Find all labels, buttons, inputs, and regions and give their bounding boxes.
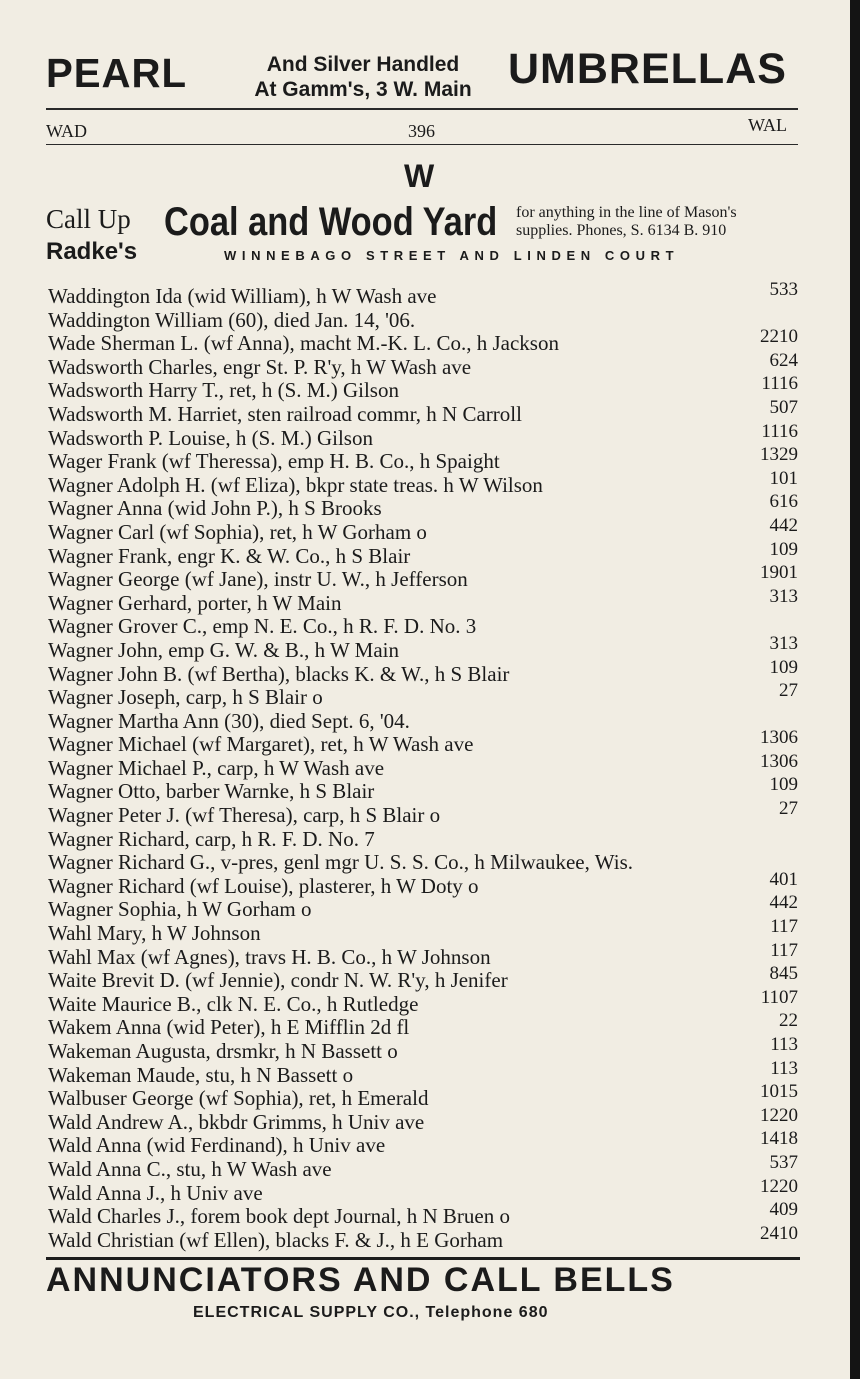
- entry-number: 109: [769, 656, 798, 678]
- list-item: [48, 1034, 808, 1063]
- entry-number: 401: [769, 868, 798, 890]
- list-item: [48, 892, 808, 922]
- entry-text: Wade Sherman L. (wf Anna), macht M.-K. L. Co., h Jackson: [48, 331, 559, 356]
- page-number: 396: [408, 121, 435, 141]
- list-item: [48, 939, 808, 969]
- entry-number: 1306: [760, 750, 798, 772]
- entry-number: 113: [770, 1057, 798, 1079]
- entry-text: Wagner Richard (wf Louise), plasterer, h W Doty o: [48, 873, 479, 898]
- list-item: [48, 396, 808, 426]
- entry-text: Wagner Michael (wf Margaret), ret, h W Wash ave: [48, 732, 474, 757]
- list-item: [48, 538, 808, 568]
- list-item: [48, 727, 808, 757]
- directory-listing: [48, 279, 808, 1252]
- entry-text: Wald Christian (wf Ellen), blacks F. & J., h E Gorham: [48, 1227, 504, 1252]
- umbrella-advertisement: [46, 40, 798, 106]
- list-item: [48, 1222, 808, 1252]
- entry-number: 533: [769, 279, 798, 300]
- entry-text: Wakeman Augusta, drsmkr, h N Bassett o: [48, 1039, 398, 1063]
- entry-text: Wald Andrew A., bkbdr Grimms, h Univ ave: [48, 1109, 425, 1134]
- ad-umbrellas-word: UMBRELLAS: [508, 45, 787, 93]
- list-item: [48, 585, 808, 615]
- entry-number: 1015: [760, 1081, 798, 1103]
- list-item: [48, 1199, 808, 1229]
- entry-text: Wadsworth P. Louise, h (S. M.) Gilson: [48, 425, 373, 450]
- list-item: [48, 1010, 808, 1040]
- list-item: [48, 326, 808, 356]
- ad-pearl-word: PEARL: [46, 50, 188, 96]
- list-item: [48, 279, 808, 308]
- entry-text: Wahl Mary, h W Johnson: [48, 921, 261, 946]
- entry-number: 1220: [760, 1175, 798, 1197]
- entry-text: Wagner John, emp G. W. & B., h W Main: [48, 637, 400, 662]
- ad-bottom-subtitle: ELECTRICAL SUPPLY CO., Telephone 680: [193, 1304, 549, 1321]
- list-item: [48, 798, 808, 828]
- list-item: [48, 373, 808, 403]
- list-item: [48, 680, 808, 710]
- entry-number: 313: [769, 585, 798, 607]
- entry-text: Wagner Frank, engr K. & W. Co., h S Blair: [48, 543, 411, 568]
- entry-number: 442: [769, 514, 798, 536]
- list-item: [48, 1175, 808, 1205]
- list-item: [48, 916, 808, 946]
- entry-text: Wagner Otto, barber Warnke, h S Blair: [48, 779, 375, 804]
- entry-text: Waddington William (60), died Jan. 14, '06.: [48, 307, 416, 332]
- entry-text: Wald Charles J., forem book dept Journal, h N Bruen o: [48, 1204, 510, 1229]
- entry-text: Wadsworth Charles, engr St. P. R'y, h W Wash ave: [48, 354, 472, 379]
- list-item: [48, 308, 808, 332]
- entry-number: 2410: [760, 1222, 798, 1244]
- entry-number: 1901: [760, 562, 798, 584]
- entry-number: 1107: [760, 986, 798, 1008]
- ad-call-up: Call Up: [46, 204, 131, 234]
- entry-number: 2210: [760, 326, 798, 348]
- entry-text: Wakem Anna (wid Peter), h E Mifflin 2d fl: [48, 1015, 410, 1040]
- list-item: [48, 963, 808, 993]
- list-item: [48, 514, 808, 544]
- coal-wood-advertisement: [46, 200, 806, 270]
- entry-number: 1220: [760, 1104, 798, 1126]
- page-binding-edge: [850, 0, 860, 1379]
- entry-number: 101: [769, 467, 798, 489]
- list-item: [48, 868, 808, 898]
- entry-number: 1116: [761, 373, 798, 395]
- list-item: [48, 656, 808, 686]
- entry-text: Wald Anna J., h Univ ave: [48, 1180, 263, 1205]
- entry-text: Wadsworth M. Harriet, sten railroad commr, h N Carroll: [48, 401, 522, 426]
- entry-text: Walbuser George (wf Sophia), ret, h Emerald: [48, 1086, 429, 1111]
- list-item: [48, 986, 808, 1016]
- entry-number: 113: [770, 1034, 798, 1055]
- entry-number: 109: [769, 538, 798, 560]
- list-item: [48, 1151, 808, 1181]
- entry-text: Wagner Adolph H. (wf Eliza), bkpr state treas. h W Wilson: [48, 472, 543, 497]
- entry-text: Wakeman Maude, stu, h N Bassett o: [48, 1062, 354, 1087]
- entry-text: Wagner Sophia, h W Gorham o: [48, 897, 312, 922]
- entry-number: 409: [769, 1199, 798, 1221]
- header-rule-top: [46, 108, 798, 110]
- list-item: [48, 1104, 808, 1134]
- entry-number: 117: [770, 916, 798, 938]
- ad-bottom-title: ANNUNCIATORS AND CALL BELLS: [46, 1261, 675, 1299]
- entry-number: 537: [769, 1151, 798, 1173]
- entry-text: Wadsworth Harry T., ret, h (S. M.) Gilson: [48, 378, 399, 403]
- entry-number: 616: [769, 491, 798, 513]
- entry-text: Wagner Martha Ann (30), died Sept. 6, '04.: [48, 708, 410, 733]
- list-item: [48, 850, 808, 874]
- list-item: [48, 709, 808, 733]
- entry-text: Wagner Michael P., carp, h W Wash ave: [48, 755, 385, 780]
- entry-text: Wagner George (wf Jane), instr U. W., h Jefferson: [48, 567, 468, 592]
- ad-coal-small-line-1: for anything in the line of Mason's: [516, 204, 737, 221]
- ad-middle-text: [213, 52, 513, 102]
- list-item: [48, 632, 808, 662]
- list-item: [48, 1081, 808, 1111]
- list-item: [48, 774, 808, 804]
- entry-text: Wagner Richard, carp, h R. F. D. No. 7: [48, 826, 375, 851]
- entry-number: 1306: [760, 727, 798, 749]
- entry-text: Waddington Ida (wid William), h W Wash ave: [48, 284, 437, 308]
- list-item: [48, 491, 808, 521]
- ad-middle-line-1: And Silver Handled: [266, 53, 460, 76]
- entry-number: 845: [769, 963, 798, 985]
- list-item: [48, 614, 808, 638]
- entry-text: Wagner Joseph, carp, h S Blair o: [48, 685, 323, 710]
- entry-number: 313: [769, 632, 798, 654]
- entry-number: 27: [779, 798, 798, 820]
- ad-middle-line-2: At Gamm's, 3 W. Main: [254, 78, 472, 101]
- entry-text: Wagner Grover C., emp N. E. Co., h R. F. D. No. 3: [48, 614, 477, 639]
- list-item: [48, 750, 808, 780]
- entry-text: Wagner Gerhard, porter, h W Main: [48, 590, 342, 615]
- entry-number: 507: [769, 396, 798, 418]
- header-rule-bottom: [46, 144, 798, 145]
- running-head-right: WAL: [748, 115, 787, 135]
- entry-text: Waite Maurice B., clk N. E. Co., h Rutledge: [48, 991, 419, 1016]
- section-letter: W: [404, 158, 435, 194]
- list-item: [48, 420, 808, 450]
- entry-number: 624: [769, 349, 798, 371]
- entry-text: Wald Anna (wid Ferdinand), h Univ ave: [48, 1133, 386, 1158]
- entry-number: 27: [779, 680, 798, 702]
- entry-text: Wagner Peter J. (wf Theresa), carp, h S Blair o: [48, 803, 441, 828]
- ad-coal-small-line-2: supplies. Phones, S. 6134 B. 910: [516, 222, 727, 239]
- list-item: [48, 1128, 808, 1158]
- list-item: [48, 827, 808, 851]
- entry-text: Waite Brevit D. (wf Jennie), condr N. W. R'y, h Jenifer: [48, 968, 508, 993]
- entry-text: Wagner Anna (wid John P.), h S Brooks: [48, 496, 382, 521]
- ad-coal-street: WINNEBAGO STREET AND LINDEN COURT: [224, 248, 680, 263]
- entry-text: Wald Anna C., stu, h W Wash ave: [48, 1156, 332, 1181]
- entry-text: Wahl Max (wf Agnes), travs H. B. Co., h W Johnson: [48, 944, 491, 969]
- entry-text: Wagner Carl (wf Sophia), ret, h W Gorham o: [48, 519, 427, 544]
- entry-text: Wager Frank (wf Theressa), emp H. B. Co., h Spaight: [48, 449, 500, 474]
- entry-number: 22: [779, 1010, 798, 1032]
- list-item: [48, 1057, 808, 1087]
- list-item: [48, 444, 808, 474]
- entry-text: Wagner John B. (wf Bertha), blacks K. & W., h S Blair: [48, 661, 510, 686]
- list-item: [48, 467, 808, 497]
- entry-number: 109: [769, 774, 798, 796]
- entry-number: 1116: [761, 420, 798, 442]
- entry-number: 117: [770, 939, 798, 961]
- list-item: [48, 349, 808, 379]
- entry-number: 1329: [760, 444, 798, 466]
- entry-number: 1418: [760, 1128, 798, 1150]
- ad-coal-headline: Coal and Wood Yard: [164, 200, 498, 244]
- ad-coal-small-text: [516, 204, 806, 240]
- ad-radke: Radke's: [46, 238, 138, 265]
- list-item: [48, 562, 808, 592]
- running-head-left: WAD: [46, 121, 87, 141]
- entry-text: Wagner Richard G., v-pres, genl mgr U. S. S. Co., h Milwaukee, Wis.: [48, 850, 633, 875]
- entry-number: 442: [769, 892, 798, 914]
